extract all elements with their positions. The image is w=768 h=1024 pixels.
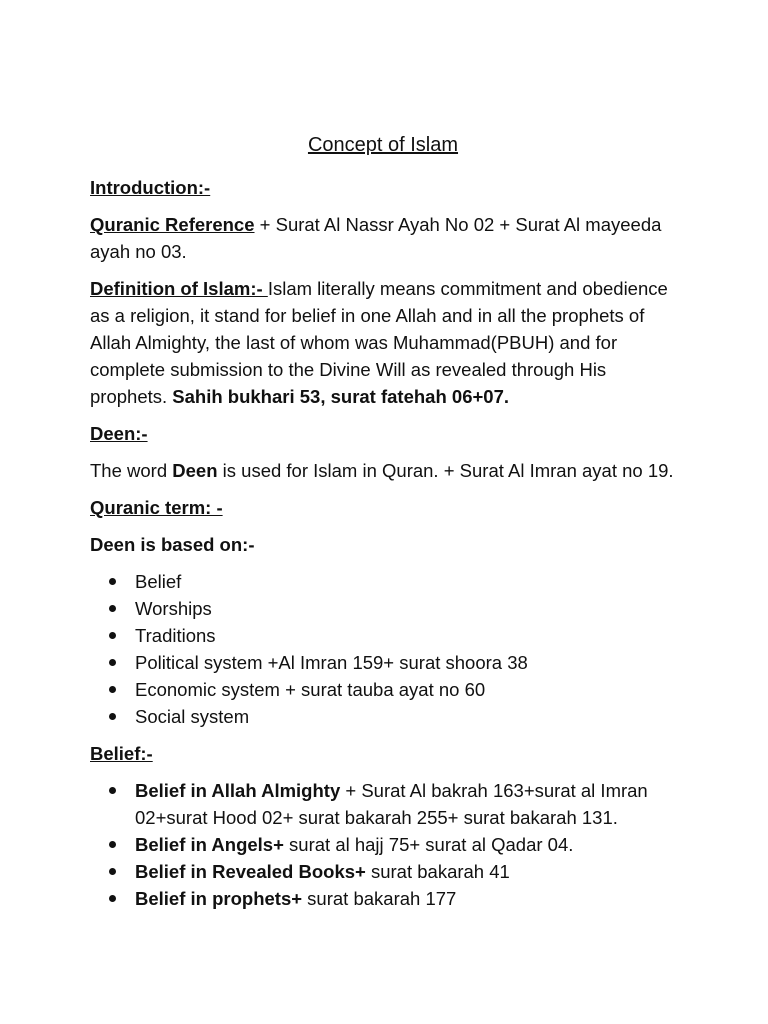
list-item	[135, 858, 676, 885]
belief-item-label: Belief in Allah Almighty	[135, 780, 341, 801]
belief-item-label: Belief in Angels+	[135, 834, 284, 855]
deen-text-after: is used for Islam in Quran. + Surat Al Imran ayat no 19.	[217, 460, 674, 481]
definition-label: Definition of Islam:-	[90, 278, 268, 299]
belief-item-label: Belief in prophets+	[135, 888, 303, 909]
definition-paragraph	[90, 275, 676, 410]
belief-heading: Belief:-	[90, 743, 153, 764]
list-item: Political system +Al Imran 159+ surat shoora 38	[135, 649, 676, 676]
introduction-heading: Introduction:-	[90, 177, 211, 198]
quranic-reference-label: Quranic Reference	[90, 214, 255, 235]
list-item: Social system	[135, 703, 676, 730]
quranic-reference-paragraph	[90, 211, 676, 265]
document-title: Concept of Islam	[307, 134, 459, 156]
deen-bold-word: Deen	[172, 460, 218, 481]
deen-heading: Deen:-	[90, 423, 148, 444]
belief-item-label: Belief in Revealed Books+	[135, 861, 366, 882]
belief-list	[90, 777, 676, 912]
deen-based-on-list	[90, 568, 676, 730]
belief-item-text: surat bakarah 41	[365, 861, 510, 882]
deen-based-on-heading: Deen is based on:-	[90, 534, 255, 555]
quranic-term-heading: Quranic term: -	[90, 497, 223, 518]
list-item	[135, 777, 676, 831]
list-item: Traditions	[135, 622, 676, 649]
list-item	[135, 885, 676, 912]
quranic-reference-text: + Surat Al Nassr Ayah No 02 + Surat Al mayeeda ayah no 03.	[90, 214, 662, 262]
list-item: Belief	[135, 568, 676, 595]
belief-item-text: + Surat Al bakrah 163+surat al Imran 02+surat Hood 02+ surat bakarah 255+ surat bakarah 131.	[135, 780, 648, 828]
belief-item-text: surat bakarah 177	[302, 888, 457, 909]
list-item: Worships	[135, 595, 676, 622]
list-item	[135, 831, 676, 858]
deen-text-before: The word	[90, 460, 173, 481]
definition-text: Islam literally means commitment and obedience as a religion, it stand for belief in one Allah and in all the prophets of Allah Almighty, the last of whom was Muhammad(PBUH) and for complete submission to the Divine Will as revealed through His prophets.	[90, 278, 668, 407]
list-item: Economic system + surat tauba ayat no 60	[135, 676, 676, 703]
belief-item-text: surat al hajj 75+ surat al Qadar 04.	[283, 834, 574, 855]
deen-paragraph	[90, 457, 676, 484]
definition-reference: Sahih bukhari 53, surat fatehah 06+07.	[172, 386, 510, 407]
